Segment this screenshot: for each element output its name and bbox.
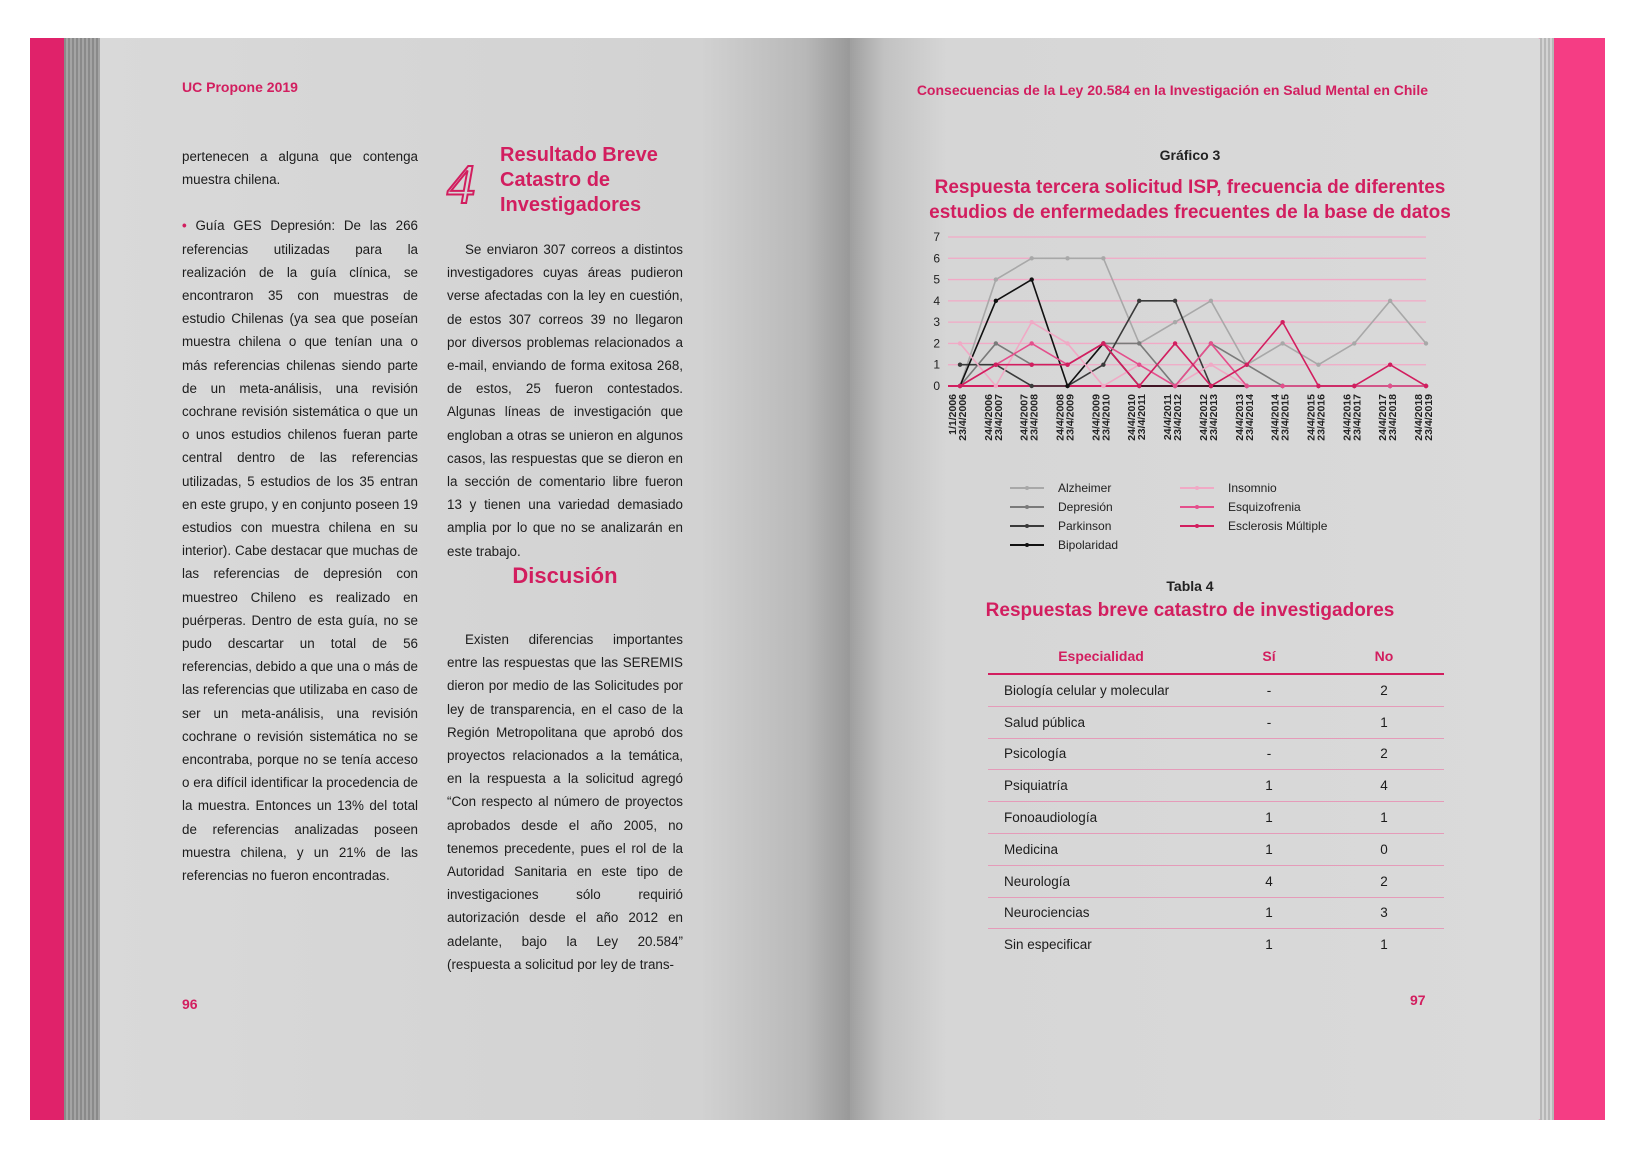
data-point (1065, 341, 1069, 345)
data-point (1029, 320, 1033, 324)
x-tick-label: 23/4/2009 (1064, 394, 1077, 441)
x-tick-label: 23/4/2018 (1387, 393, 1400, 441)
data-point (1137, 299, 1141, 303)
x-tick-label: 23/4/2019 (1423, 394, 1435, 441)
table-row (988, 833, 1444, 865)
table-row (988, 802, 1444, 834)
y-tick-label: 0 (933, 379, 940, 393)
data-point (1424, 341, 1428, 345)
legend-marker (1025, 505, 1029, 509)
x-tick-label: 24/4/2015 (1305, 394, 1318, 441)
data-point (1101, 341, 1105, 345)
running-header-right: Consecuencias de la Ley 20.584 en la Investigación en Salud Mental en Chile (916, 82, 1428, 98)
data-point (994, 277, 998, 281)
discussion-paragraph: Existen diferencias importantes entre las respuestas que las SEREMIS dieron por medio de las Solicitudes por ley de transparencia, en el caso de la Región Metropolitana que aprobó dos proyectos relacionados a la temática, en la respuesta a la solicitud agregó “Con respecto al número de proyectos aprobados desde el año 2005, no tenemos precedente, pues el rol de la Autoridad Sanitaria en este tipo de investigaciones sólo requirió autorización desde el año 2012 en adelante, bajo la Ley 20.584” (respuesta a solicitud por ley de trans- (447, 632, 683, 972)
x-tick-label: 24/4/2007 (1018, 394, 1031, 441)
cell-specialty: Sin especificar (1004, 937, 1092, 953)
data-point (1352, 384, 1356, 388)
legend-label: Insomnio (1228, 481, 1277, 495)
page-number-right: 97 (1410, 992, 1426, 1008)
y-tick-label: 1 (933, 357, 940, 372)
data-point (1173, 341, 1177, 345)
data-point (1029, 256, 1033, 260)
legend-marker (1195, 524, 1199, 528)
section-title-line-3: Investigadores (500, 194, 642, 216)
cell-no: 2 (1324, 865, 1444, 897)
x-tick-label: 23/4/2015 (1279, 394, 1292, 441)
legend-marker (1025, 524, 1029, 528)
table-title: Respuestas breve catastro de investigadores (985, 600, 1395, 621)
data-point (1245, 384, 1249, 388)
y-tick-label: 3 (933, 315, 940, 330)
data-point (1352, 341, 1356, 345)
x-tick-label: 23/4/2016 (1315, 394, 1328, 441)
header-si: Sí (1214, 640, 1324, 674)
data-point (1280, 320, 1284, 324)
data-point (1280, 341, 1284, 345)
x-tick-label: 24/4/2010 (1126, 394, 1139, 441)
results-table (988, 640, 1444, 960)
cell-specialty: Neurología (988, 865, 1214, 897)
y-tick-label: 4 (933, 293, 940, 308)
data-point (1065, 256, 1069, 260)
legend-label: Esquizofrenia (1228, 500, 1301, 514)
data-point (1137, 384, 1141, 388)
running-header-left: UC Propone 2019 (182, 79, 298, 95)
line-chart (920, 225, 1440, 465)
data-point (1101, 384, 1105, 388)
section-title-line-2: Catastro de (500, 169, 611, 191)
data-point (1029, 384, 1033, 388)
cell-no: 4 (1324, 770, 1444, 802)
data-point (1209, 384, 1213, 388)
header-especialidad: Especialidad (988, 640, 1214, 674)
cell-no: 1 (1324, 802, 1444, 834)
data-point (1388, 363, 1392, 367)
legend-label: Alzheimer (1058, 481, 1112, 495)
data-point (1065, 363, 1069, 367)
data-point (958, 384, 962, 388)
data-point (994, 384, 998, 388)
legend-label: Depresión (1058, 500, 1113, 514)
data-point (1209, 341, 1213, 345)
y-tick-label: 6 (933, 251, 940, 266)
cell-si: - (1214, 738, 1324, 770)
x-tick-label: 24/4/2009 (1090, 394, 1103, 441)
section-title (500, 143, 700, 218)
cell-si: 1 (1214, 897, 1324, 929)
y-tick-label: 5 (933, 272, 940, 287)
data-point (1173, 299, 1177, 303)
table-header-row (988, 640, 1444, 674)
x-tick-label: 1/1/2006 (947, 394, 959, 435)
data-point (994, 341, 998, 345)
page-edges-right (1540, 38, 1554, 1120)
paragraph-2 (182, 214, 418, 887)
legend-marker (1195, 486, 1199, 490)
table-caption: Tabla 4 (1166, 578, 1214, 594)
header-no: No (1324, 640, 1444, 674)
cell-si: 1 (1214, 802, 1324, 834)
chart-legend (1010, 478, 1430, 558)
legend-marker (1025, 543, 1029, 547)
cell-specialty: Psiquiatría (988, 770, 1214, 802)
x-tick-label: 23/4/2013 (1207, 394, 1220, 441)
section-paragraph: Se enviaron 307 correos a distintos investigadores cuyas áreas pudieron verse afectadas con la ley en cuestión, de estos 307 correos 39 no llegaron por diversos problemas relacionados a e-mail, enviando de forma exitosa 268, de estos, 25 fueron contestados. Algunas líneas de investigación que engloban a otras se unieron en algunos casos, las respuestas que se dieron en la sección de comentario libre fueron 13 y tienen una variedad demasiado amplia por lo que no se analizarán en este trabajo. (447, 242, 683, 559)
data-point (1173, 384, 1177, 388)
series-line (960, 322, 1426, 386)
series-line (960, 280, 1426, 386)
data-point (994, 299, 998, 303)
cell-si: - (1214, 674, 1324, 706)
x-tick-label: 24/4/2011 (1162, 394, 1175, 441)
x-tick-label: 24/4/2008 (1054, 394, 1067, 441)
data-point (1245, 363, 1249, 367)
data-point (1316, 363, 1320, 367)
data-point (1137, 363, 1141, 367)
cell-si: 1 (1265, 937, 1273, 953)
paragraph-2-text: Guía GES Depresión: De las 266 referencias utilizadas para la realización de la guía clínica, se encontraron 35 con muestras de estudio Chilenas (ya sea que poseían muestra chilena o que tenían una o más referencias chilenas siendo parte de un meta-análisis, una revisión cochrane revisión sistemática o que un o unos estudios chilenos fueran parte central dentro de las referencias utilizadas, 5 estudios de los 35 entran en este grupo, y en conjunto poseen 19 estudios con muestra chilena en su interior). Cabe destacar que muchas de las referencias de depresión con muestreo Chileno es realizado en puérperas. Dentro de esta guía, no se pudo descartar un total de 56 referencias, debido a que una o más de las referencias que utilizaba en caso de ser un meta-análisis, una revisión cochrane o revisión sistemática no se encontraba, porque no se tenía acceso o era difícil identificar la procedencia de la muestra. Entonces un 13% del total de referencias analizadas poseen muestra chilena, y un 21% de las referencias no fueron encontradas. (182, 218, 418, 884)
data-point (1209, 363, 1213, 367)
chart-caption: Gráfico 3 (1159, 147, 1221, 163)
chart-title-line-2: estudios de enfermedades frecuentes de la base de datos (929, 202, 1451, 223)
x-tick-label: 24/4/2012 (1197, 394, 1210, 441)
x-tick-label: 23/4/2011 (1136, 394, 1149, 441)
data-point (1029, 341, 1033, 345)
x-tick-label: 23/4/2012 (1172, 394, 1185, 441)
x-tick-label: 24/4/2014 (1269, 394, 1282, 441)
cell-specialty: Neurociencias (988, 897, 1214, 929)
table-row (988, 929, 1444, 960)
cell-si: 1 (1214, 770, 1324, 802)
cell-specialty: Fonoaudiología (988, 802, 1214, 834)
x-tick-label: 23/4/2008 (1028, 394, 1041, 441)
x-tick-label: 24/4/2017 (1377, 393, 1390, 441)
data-point (1173, 320, 1177, 324)
cell-specialty: Biología celular y molecular (988, 674, 1214, 706)
legend-label: Esclerosis Múltiple (1228, 519, 1328, 533)
data-point (1029, 277, 1033, 281)
cell-no: 1 (1324, 706, 1444, 738)
page-number-left: 96 (182, 996, 198, 1012)
cell-no: 3 (1324, 897, 1444, 929)
cell-si: - (1214, 706, 1324, 738)
cell-no: 2 (1324, 738, 1444, 770)
section-title-line-1: Resultado Breve (500, 144, 658, 166)
x-tick-label: 24/4/2013 (1233, 394, 1246, 441)
x-tick-label: 23/4/2010 (1100, 394, 1113, 441)
page-edges-left (64, 38, 104, 1120)
data-point (1424, 384, 1428, 388)
table-row (988, 706, 1444, 738)
cell-specialty: Salud pública (988, 706, 1214, 738)
data-point (1316, 384, 1320, 388)
data-point (1388, 384, 1392, 388)
x-tick-label: 23/4/2006 (957, 394, 969, 441)
data-point (958, 341, 962, 345)
cell-specialty: Psicología (988, 738, 1214, 770)
bullet: • (182, 218, 187, 234)
left-column-text (182, 145, 418, 887)
legend-marker (1195, 505, 1199, 509)
x-tick-label: 24/4/2018 (1413, 394, 1425, 441)
discussion-title: Discusión (512, 563, 618, 588)
x-tick-label: 23/4/2014 (1243, 394, 1256, 441)
chart-title (900, 175, 1480, 225)
table-row (988, 770, 1444, 802)
cell-si: 4 (1214, 865, 1324, 897)
chart-title-line-1: Respuesta tercera solicitud ISP, frecuencia de diferentes (934, 177, 1446, 198)
data-point (1137, 341, 1141, 345)
y-tick-label: 7 (933, 230, 940, 244)
data-point (1101, 256, 1105, 260)
cell-no: 1 (1380, 937, 1388, 953)
data-point (1029, 363, 1033, 367)
data-point (1065, 384, 1069, 388)
section-number: 4 (447, 154, 475, 216)
y-tick-label: 2 (933, 336, 940, 351)
data-point (994, 363, 998, 367)
legend-label: Parkinson (1058, 519, 1112, 533)
data-point (958, 363, 962, 367)
cell-specialty: Medicina (988, 833, 1214, 865)
table-row (988, 674, 1444, 706)
x-tick-label: 24/4/2016 (1341, 394, 1354, 441)
x-tick-label: 23/4/2017 (1351, 394, 1364, 441)
cell-no: 2 (1324, 674, 1444, 706)
data-point (1280, 384, 1284, 388)
table-row (988, 738, 1444, 770)
table-row (988, 865, 1444, 897)
legend-marker (1025, 486, 1029, 490)
data-point (1101, 363, 1105, 367)
series-line (960, 322, 1426, 386)
table-row (988, 897, 1444, 929)
cell-no: 0 (1324, 833, 1444, 865)
paragraph-1: pertenecen a alguna que contenga muestra chilena. (182, 149, 418, 188)
x-tick-label: 23/4/2007 (992, 394, 1005, 441)
data-point (1388, 299, 1392, 303)
data-point (1209, 299, 1213, 303)
x-tick-label: 24/4/2006 (982, 394, 995, 441)
legend-label: Bipolaridad (1058, 538, 1119, 552)
cell-si: 1 (1214, 833, 1324, 865)
